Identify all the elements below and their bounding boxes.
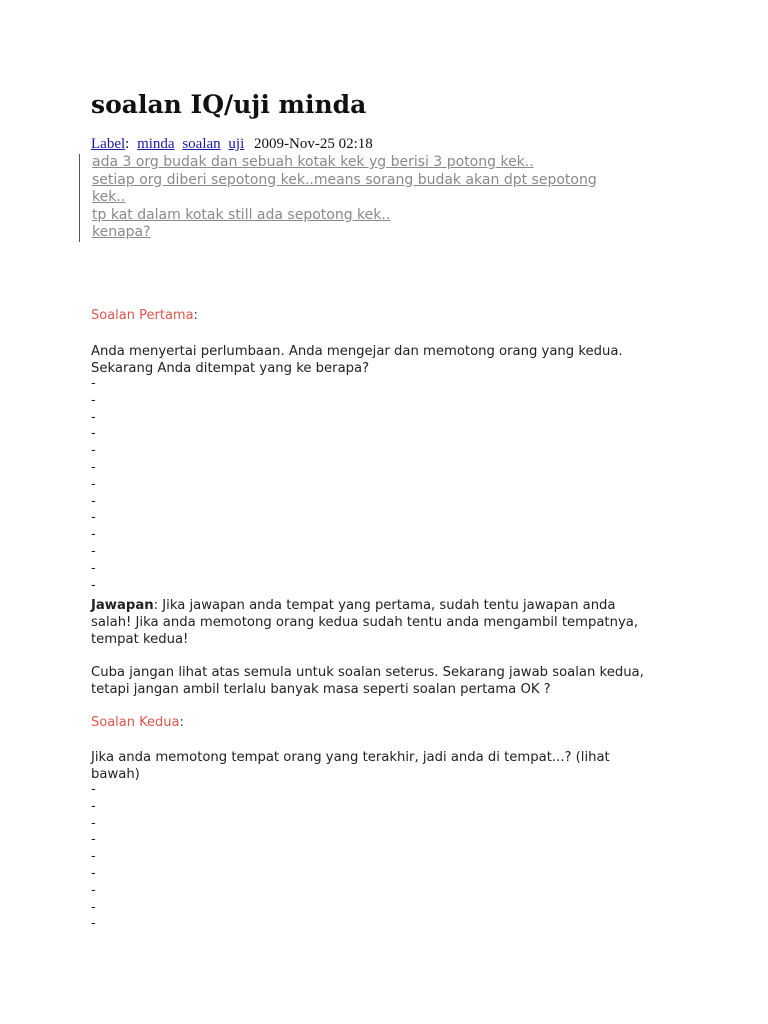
question-1-line: Anda menyertai perlumbaan. Anda mengejar dan memotong orang yang kedua. [91,344,623,359]
answer-1-line: tempat kedua! [91,632,189,647]
spacer-dash: - [91,782,96,797]
spacer-dash: - [91,865,96,881]
heading-colon: : [179,715,184,730]
spacer-dash: - [91,815,96,831]
question-2-text [91,749,610,783]
answer-1-line-rest: : Jika jawapan anda tempat yang pertama, sudah tentu jawapan anda [153,598,616,613]
spacer-dash: - [91,832,96,848]
spacer-dash: - [91,798,96,814]
spacer-dash: - [91,543,96,559]
spacer-dash: - [91,899,96,915]
spacer-dash: - [91,443,96,459]
spacer-dash: - [91,849,96,865]
question-2-line: bawah) [91,767,140,782]
answer-1 [91,597,638,648]
spacer-dash: - [91,882,96,898]
label-link[interactable]: Label [91,136,126,152]
intro-line[interactable]: kenapa? [92,224,151,240]
page-title: soalan IQ/uji minda [91,90,367,119]
intro-quote [79,154,667,242]
post-meta [91,136,373,153]
question-2-spacer-dashes [91,782,96,933]
spacer-dash: - [91,916,96,932]
spacer-dash: - [91,426,96,442]
spacer-dash: - [91,392,96,408]
question-2-heading-text: Soalan Kedua [91,715,180,730]
answer-1-line: salah! Jika anda memotong orang kedua sudah tentu anda mengambil tempatnya, [91,615,639,630]
question-1-line: Sekarang Anda ditempat yang ke berapa? [91,361,370,376]
intro-line[interactable]: tp kat dalam kotak still ada sepotong kek.. [92,206,391,223]
question-1-heading-text: Soalan Pertama [91,308,194,323]
spacer-dash: - [91,510,96,526]
tag-link-uji[interactable]: uji [228,136,245,152]
spacer-dash: - [91,560,96,576]
question-1-spacer-dashes [91,376,96,594]
tag-link-soalan[interactable]: soalan [182,136,221,152]
spacer-dash: - [91,459,96,475]
heading-colon: : [193,308,198,323]
tag-link-minda[interactable]: minda [137,136,175,152]
spacer-dash: - [91,376,96,391]
question-2-heading [91,715,184,730]
transition-text [91,664,644,698]
answer-label: Jawapan [91,598,154,613]
spacer-dash: - [91,527,96,543]
question-2-line: Jika anda memotong tempat orang yang terakhir, jadi anda di tempat...? (lihat [91,750,610,765]
answer-1-line [91,597,638,614]
intro-line[interactable]: kek.. [92,189,126,205]
question-1-heading [91,308,198,323]
label-separator: : [125,136,130,152]
spacer-dash: - [91,476,96,492]
intro-line[interactable]: ada 3 org budak dan sebuah kotak kek yg berisi 3 potong kek.. [92,154,534,170]
transition-line: Cuba jangan lihat atas semula untuk soalan seterus. Sekarang jawab soalan kedua, [91,665,644,680]
transition-line: tetapi jangan ambil terlalu banyak masa seperti soalan pertama OK ? [91,682,551,697]
post-date: 2009-Nov-25 02:18 [254,136,373,152]
spacer-dash: - [91,493,96,509]
question-1-text [91,343,623,377]
intro-line[interactable]: setiap org diberi sepotong kek..means sorang budak akan dpt sepotong [92,171,597,188]
spacer-dash: - [91,577,96,593]
spacer-dash: - [91,409,96,425]
